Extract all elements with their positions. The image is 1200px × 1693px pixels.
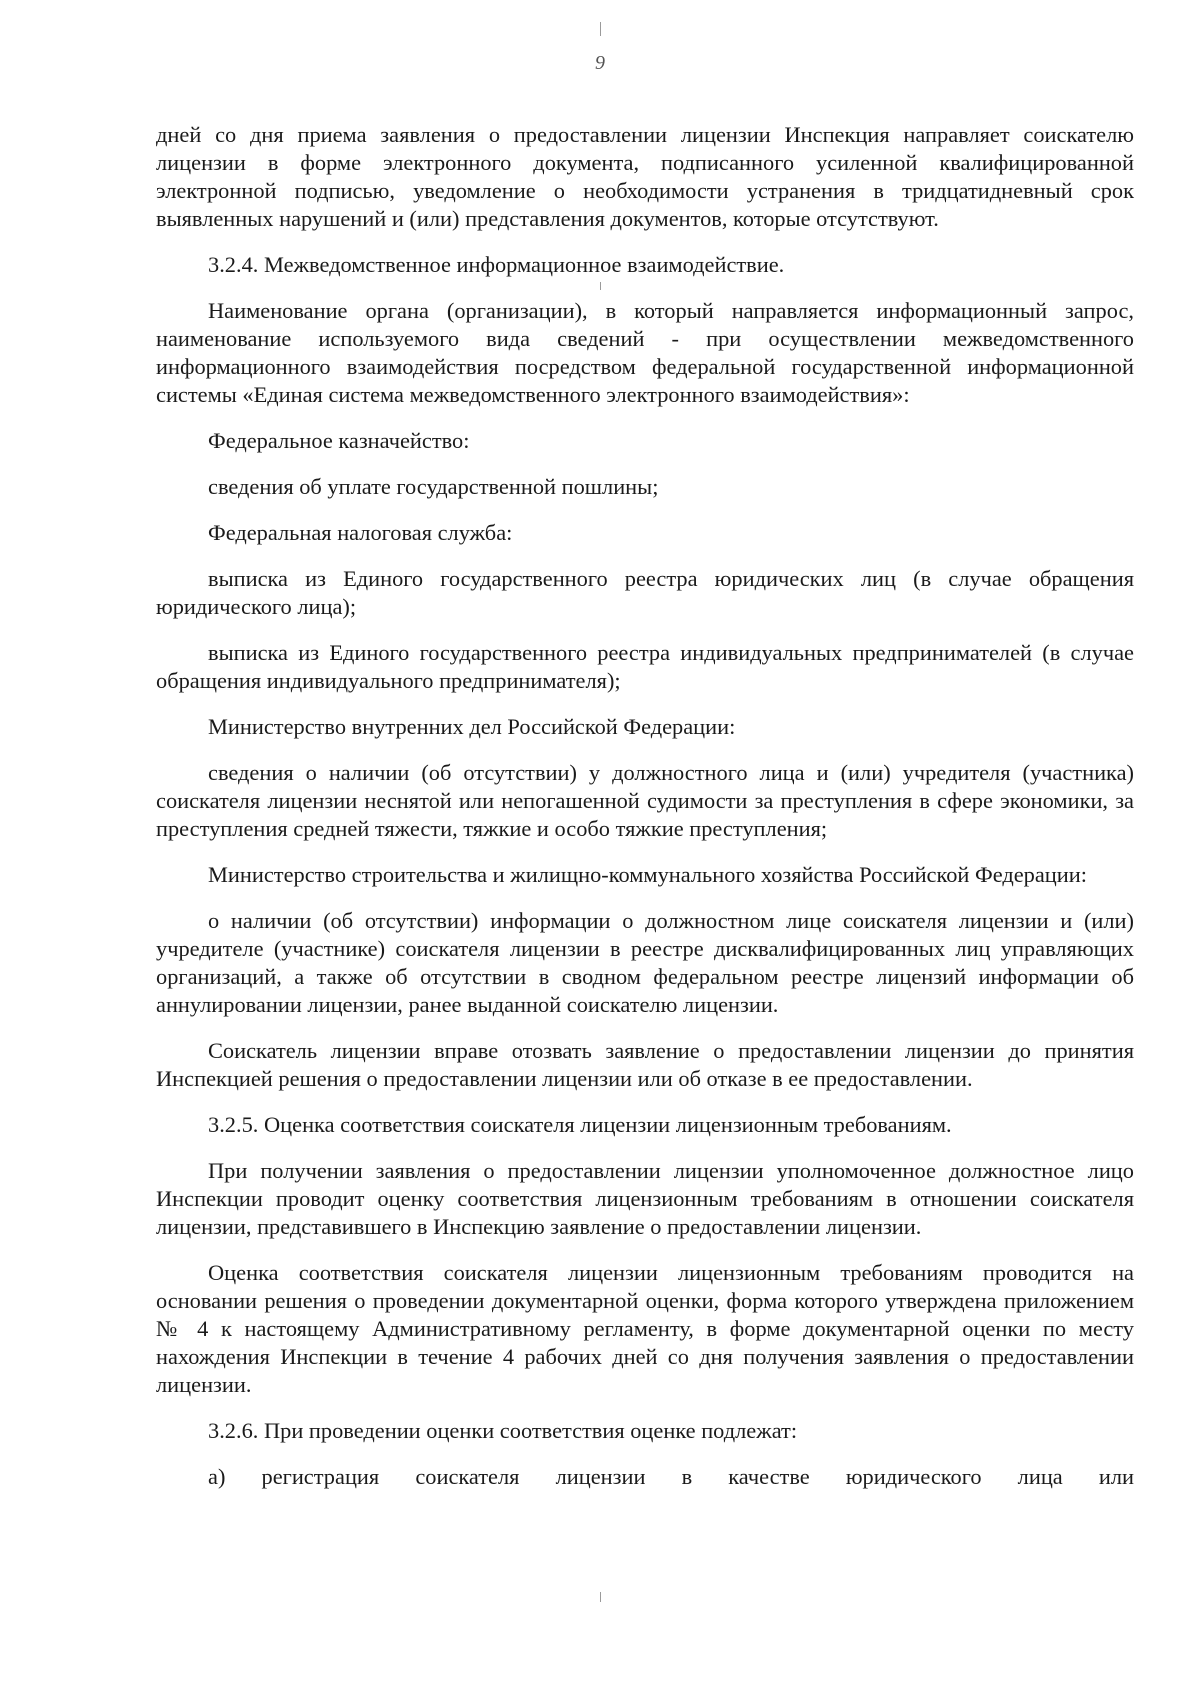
paragraph-federal-tax-service: Федеральная налоговая служба: bbox=[208, 520, 513, 545]
paragraph-continuation: дней со дня приема заявления о предоставлении лицензии Инспекция направляет соискателю лицензии в форме электронного документа, подписанного усиленной квалифицированной электронной подписью, уведомление о необходимости устранения в тридцатидневный срок выявленных нарушений и (или) представления документов, которые отсутствуют. bbox=[156, 122, 1134, 231]
paragraph-ministry-interior: Министерство внутренних дел Российской Федерации: bbox=[208, 714, 736, 739]
section-heading-3-2-6: 3.2.6. При проведении оценки соответствия оценке подлежат: bbox=[208, 1418, 798, 1443]
paragraph-federal-treasury: Федеральное казначейство: bbox=[208, 428, 470, 453]
paragraph-criminal-record-info: сведения о наличии (об отсутствии) у должностного лица и (или) учредителя (участника) соискателя лицензии неснятой или непогашенной судимости за преступления в сфере экономики, за преступления средней тяжести, тяжкие и особо тяжкие преступления; bbox=[156, 760, 1134, 841]
paragraph-egrip-extract: выписка из Единого государственного реестра индивидуальных предпринимателей (в случае обращения индивидуального предпринимателя); bbox=[156, 640, 1134, 693]
paragraph-withdraw-application: Соискатель лицензии вправе отозвать заявление о предоставлении лицензии до принятия Инспекцией решения о предоставлении лицензии или об отказе в ее предоставлении. bbox=[156, 1038, 1134, 1091]
page-number: 9 bbox=[595, 52, 605, 74]
paragraph-item-a: а) регистрация соискателя лицензии в качестве юридического лица или bbox=[208, 1464, 1134, 1489]
section-heading-3-2-4: 3.2.4. Межведомственное информационное взаимодействие. bbox=[208, 252, 785, 277]
paragraph-assessment-basis: Оценка соответствия соискателя лицензии лицензионным требованиям проводится на основании решения о проведении документарной оценки, форма которого утверждена приложением № 4 к настоящему Административному регламенту, в форме документарной оценки по месту нахождения Инспекции в течение 4 рабочих дней со дня получения заявления о предоставлении лицензии. bbox=[156, 1260, 1134, 1397]
paragraph-assessment-on-receipt: При получении заявления о предоставлении лицензии уполномоченное должностное лицо Инспекции проводит оценку соответствия лицензионным требованиям в отношении соискателя лицензии, представившего в Инспекцию заявление о предоставлении лицензии. bbox=[156, 1158, 1134, 1239]
paragraph-ministry-construction: Министерство строительства и жилищно-коммунального хозяйства Российской Федерации: bbox=[208, 862, 1087, 887]
document-body bbox=[156, 121, 1134, 1509]
section-heading-3-2-5: 3.2.5. Оценка соответствия соискателя лицензии лицензионным требованиям. bbox=[208, 1112, 952, 1137]
paragraph-egrul-extract: выписка из Единого государственного реестра юридических лиц (в случае обращения юридического лица); bbox=[156, 566, 1134, 619]
paragraph-interagency-request: Наименование органа (организации), в который направляется информационный запрос, наименование используемого вида сведений - при осуществлении межведомственного информационного взаимодействия посредством федеральной государственной информационной системы «Единая система межведомственного электронного взаимодействия»: bbox=[156, 298, 1134, 407]
scan-speck bbox=[600, 22, 601, 36]
paragraph-state-duty-info: сведения об уплате государственной пошлины; bbox=[208, 474, 659, 499]
paragraph-disqualified-registry: о наличии (об отсутствии) информации о должностном лице соискателя лицензии и (или) учредителе (участнике) соискателя лицензии в реестре дисквалифицированных лиц управляющих организаций, а также об отсутствии в сводном федеральном реестре лицензий информации об аннулировании лицензии, ранее выданной соискателю лицензии. bbox=[156, 908, 1134, 1017]
scan-speck bbox=[600, 1592, 601, 1602]
